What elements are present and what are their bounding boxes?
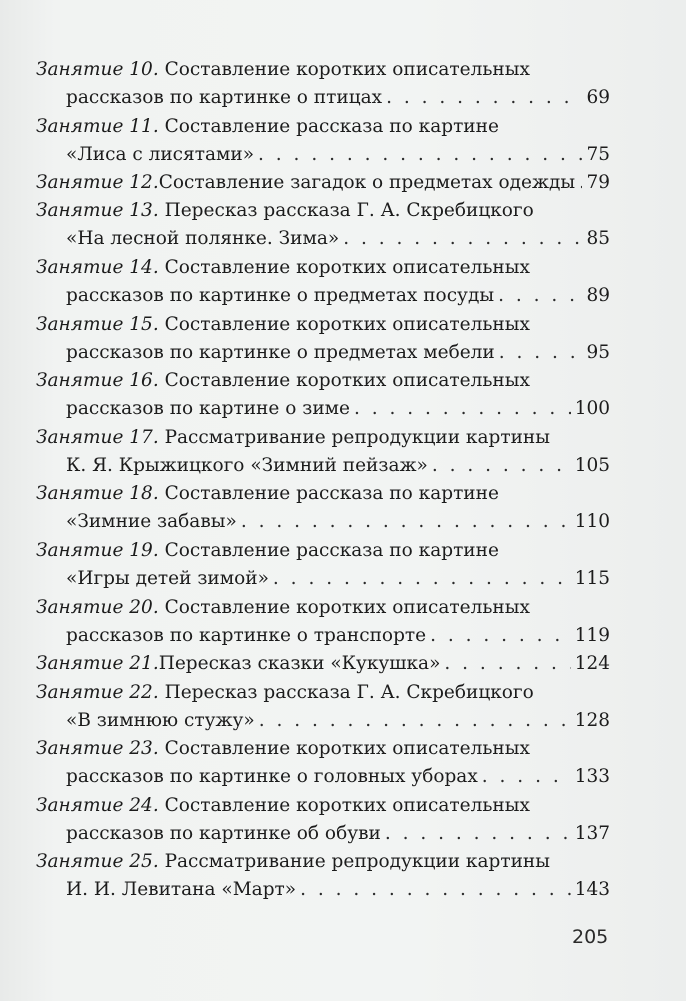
leader-dots bbox=[430, 622, 571, 650]
entry-title: Составление коротких описательных bbox=[158, 794, 530, 816]
entry-title-cont: рассказов по картинке о головных уборах bbox=[66, 766, 478, 788]
leader-dots bbox=[498, 282, 582, 310]
entry-title: Составление коротких описательных bbox=[158, 59, 530, 80]
entry-page: 105 bbox=[574, 454, 610, 476]
entry-title-cont: рассказов по картинке о предметах посуды bbox=[66, 285, 495, 307]
entry-title: Пересказ сказки «Кукушка» bbox=[158, 653, 441, 675]
entry-title: Составление коротких описательных bbox=[158, 257, 530, 279]
entry-label: Занятие 18. bbox=[36, 483, 159, 505]
leader-dots bbox=[273, 565, 571, 593]
entry-title-cont: рассказов по картинке о транспорте bbox=[66, 624, 427, 646]
leader-dots bbox=[499, 339, 582, 367]
leader-dots bbox=[300, 876, 571, 904]
toc-entry-13 bbox=[36, 197, 610, 254]
entry-page: 133 bbox=[574, 766, 610, 788]
leader-dots bbox=[386, 84, 582, 112]
entry-title-cont: рассказов по картинке о птицах bbox=[66, 87, 383, 108]
toc-entry-18 bbox=[36, 480, 610, 537]
page-number: 205 bbox=[572, 926, 609, 948]
entry-label: Занятие 14. bbox=[36, 257, 159, 279]
table-of-contents bbox=[36, 56, 610, 905]
entry-label: Занятие 22. bbox=[36, 681, 159, 703]
entry-title: Составление коротких описательных bbox=[158, 738, 530, 760]
entry-page: 79 bbox=[586, 172, 610, 194]
entry-title: Составление коротких описательных bbox=[158, 370, 530, 392]
toc-entry-11 bbox=[36, 113, 610, 170]
entry-label: Занятие 12. bbox=[36, 172, 159, 194]
entry-title: Пересказ рассказа Г. А. Скребицкого bbox=[158, 681, 534, 703]
toc-entry-15 bbox=[36, 311, 610, 368]
entry-title-cont: «Игры детей зимой» bbox=[66, 568, 269, 590]
entry-page: 69 bbox=[586, 87, 610, 108]
entry-label: Занятие 23. bbox=[36, 738, 159, 760]
toc-entry-14 bbox=[36, 254, 610, 311]
entry-page: 75 bbox=[586, 143, 610, 165]
entry-label: Занятие 25. bbox=[36, 851, 159, 873]
leader-dots bbox=[258, 141, 582, 169]
entry-page: 100 bbox=[574, 398, 610, 420]
entry-page: 128 bbox=[574, 709, 610, 731]
entry-title-cont: рассказов по картине о зиме bbox=[66, 398, 350, 420]
entry-label: Занятие 19. bbox=[36, 540, 159, 562]
entry-page: 85 bbox=[586, 228, 610, 250]
entry-label: Занятие 11. bbox=[36, 115, 159, 137]
entry-label: Занятие 16. bbox=[36, 370, 159, 392]
entry-title: Рассматривание репродукции картины bbox=[158, 426, 550, 448]
toc-entry-24 bbox=[36, 792, 610, 849]
leader-dots bbox=[444, 650, 570, 678]
toc-entry-10 bbox=[36, 56, 610, 113]
leader-dots bbox=[579, 169, 582, 197]
entry-title: Рассматривание репродукции картины bbox=[158, 851, 550, 873]
entry-title-cont: «В зимнюю стужу» bbox=[66, 709, 255, 731]
entry-page: 137 bbox=[574, 822, 610, 844]
entry-title: Составление рассказа по картине bbox=[158, 483, 499, 505]
leader-dots bbox=[259, 707, 571, 735]
entry-title-cont: «Лиса с лисятами» bbox=[66, 143, 255, 165]
toc-entry-19 bbox=[36, 537, 610, 594]
toc-entry-22 bbox=[36, 679, 610, 736]
entry-label: Занятие 20. bbox=[36, 596, 159, 618]
entry-label: Занятие 13. bbox=[36, 200, 159, 222]
toc-entry-21 bbox=[36, 650, 610, 678]
toc-entry-17 bbox=[36, 424, 610, 481]
entry-page: 115 bbox=[574, 568, 610, 590]
entry-title: Составление рассказа по картине bbox=[158, 115, 499, 137]
leader-dots bbox=[354, 395, 571, 423]
entry-title: Составление загадок о предметах одежды bbox=[158, 172, 576, 194]
entry-label: Занятие 21. bbox=[36, 653, 159, 675]
entry-page: 143 bbox=[574, 879, 610, 901]
leader-dots bbox=[343, 225, 582, 253]
leader-dots bbox=[385, 820, 571, 848]
leader-dots bbox=[482, 763, 571, 791]
entry-title: Пересказ рассказа Г. А. Скребицкого bbox=[158, 200, 534, 222]
toc-entry-20 bbox=[36, 594, 610, 651]
toc-entry-12 bbox=[36, 169, 610, 197]
entry-page: 124 bbox=[574, 653, 610, 675]
entry-title-cont: рассказов по картинке об обуви bbox=[66, 822, 381, 844]
toc-entry-16 bbox=[36, 367, 610, 424]
entry-title-cont: «На лесной полянке. Зима» bbox=[66, 228, 340, 250]
entry-title-cont: «Зимние забавы» bbox=[66, 511, 237, 533]
entry-label: Занятие 15. bbox=[36, 313, 159, 335]
entry-title-cont: И. И. Левитана «Март» bbox=[66, 879, 297, 901]
entry-label: Занятие 24. bbox=[36, 794, 159, 816]
entry-title: Составление рассказа по картине bbox=[158, 540, 499, 562]
entry-page: 119 bbox=[574, 624, 610, 646]
entry-title: Составление коротких описательных bbox=[158, 313, 530, 335]
entry-label: Занятие 17. bbox=[36, 426, 159, 448]
entry-title-cont: рассказов по картинке о предметах мебели bbox=[66, 341, 495, 363]
entry-page: 95 bbox=[586, 341, 610, 363]
leader-dots bbox=[241, 508, 571, 536]
toc-entry-25 bbox=[36, 848, 610, 905]
entry-page: 89 bbox=[586, 285, 610, 307]
toc-entry-23 bbox=[36, 735, 610, 792]
entry-label: Занятие 10. bbox=[36, 59, 159, 80]
entry-title: Составление коротких описательных bbox=[158, 596, 530, 618]
leader-dots bbox=[432, 452, 571, 480]
entry-page: 110 bbox=[574, 511, 610, 533]
entry-title-cont: К. Я. Крыжицкого «Зимний пейзаж» bbox=[66, 454, 428, 476]
